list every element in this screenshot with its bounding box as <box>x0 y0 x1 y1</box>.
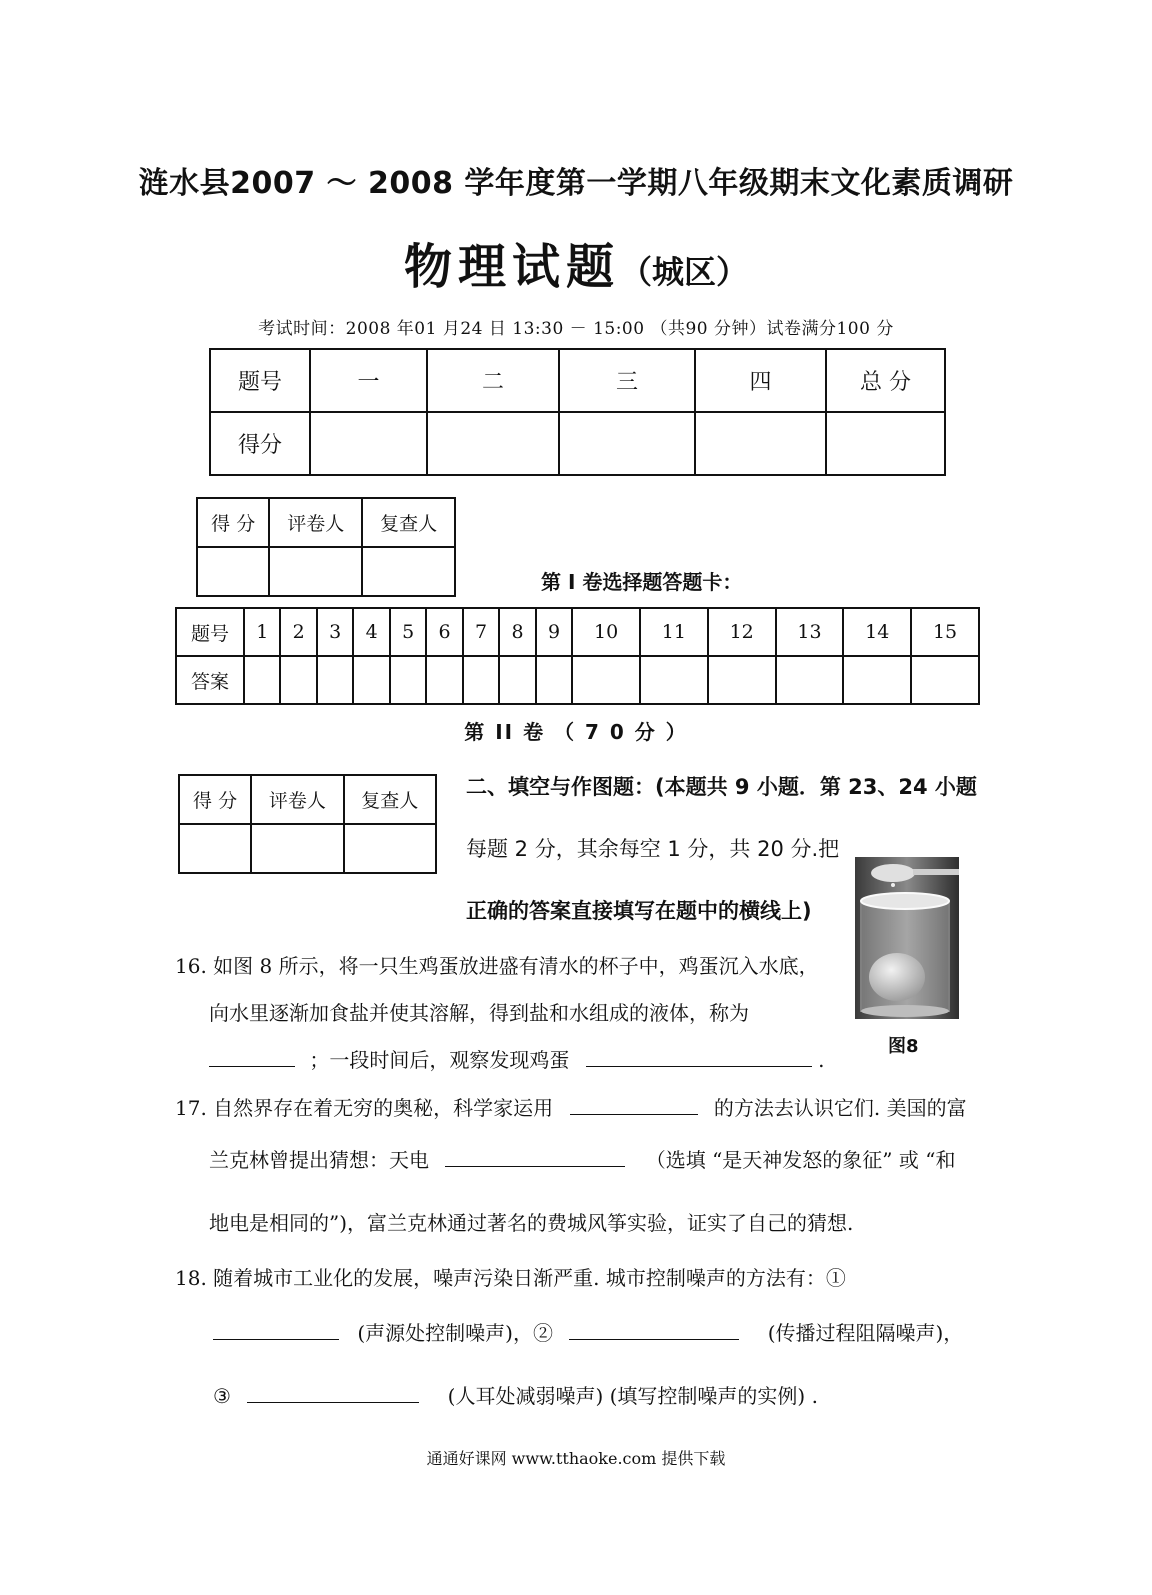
section2-line1: 二、填空与作图题：(本题共 9 小题．第 23、24 小题 <box>466 775 977 799</box>
section2-line2: 每题 2 分，其余每空 1 分，共 20 分.把 <box>466 837 840 861</box>
score-row-label: 得分 <box>210 412 310 475</box>
answer-cell[interactable] <box>463 656 499 704</box>
q18-blank-1[interactable] <box>213 1338 339 1340</box>
q17-blank-2[interactable] <box>445 1165 625 1167</box>
answer-cell[interactable] <box>317 656 353 704</box>
question-number: 10 <box>572 608 640 656</box>
score-header-cell: 总 分 <box>826 349 945 412</box>
question-number: 11 <box>640 608 708 656</box>
grader-header-marker: 评卷人 <box>251 775 343 824</box>
q16-line3-text: ；一段时间后，观察发现鸡蛋 <box>309 1048 570 1072</box>
grader-table-part2 <box>178 774 437 874</box>
answer-cell[interactable] <box>244 656 280 704</box>
question-number: 1 <box>244 608 280 656</box>
answer-cell[interactable] <box>390 656 426 704</box>
question-number: 5 <box>390 608 426 656</box>
q18-line1: 18. 随着城市工业化的发展，噪声污染日渐严重. 城市控制噪声的方法有：① <box>175 1266 846 1290</box>
q16-blank-1[interactable] <box>209 1065 295 1067</box>
score-input-cell[interactable] <box>559 412 695 475</box>
subject-suffix: （城区） <box>620 253 749 291</box>
answer-cell[interactable] <box>280 656 316 704</box>
egg-icon <box>869 953 925 1001</box>
q18-line2-text-b: (传播过程阻隔噪声)， <box>767 1321 964 1345</box>
q16-line3-end: . <box>818 1048 825 1072</box>
answer-card-number-label: 题号 <box>176 608 244 656</box>
q17-line2-text: 兰克林曾提出猜想：天电 <box>209 1148 429 1172</box>
score-header-cell: 三 <box>559 349 695 412</box>
q18-line3 <box>213 1380 818 1409</box>
answer-cell[interactable] <box>776 656 844 704</box>
question-number: 14 <box>843 608 911 656</box>
grader-input-cell[interactable] <box>344 824 436 873</box>
q17-line2 <box>209 1144 955 1173</box>
answer-card-answer-label: 答案 <box>176 656 244 704</box>
grader-input-cell[interactable] <box>362 547 455 596</box>
q17-line1 <box>175 1092 967 1121</box>
question-number: 8 <box>499 608 535 656</box>
question-number: 2 <box>280 608 316 656</box>
question-number: 15 <box>911 608 979 656</box>
footer-source: 通通好课网 www.tthaoke.com 提供下载 <box>426 1449 726 1468</box>
question-number: 3 <box>317 608 353 656</box>
answer-cell[interactable] <box>426 656 462 704</box>
grader-header-checker: 复查人 <box>362 498 455 547</box>
grader-input-cell[interactable] <box>179 824 251 873</box>
q16-line2: 向水里逐渐加食盐并使其溶解，得到盐和水组成的液体，称为 <box>209 1001 749 1025</box>
q17-line1-text-b: 的方法去认识它们. 美国的富 <box>713 1096 967 1120</box>
question-number: 12 <box>708 608 776 656</box>
question-number: 6 <box>426 608 462 656</box>
answer-cell[interactable] <box>499 656 535 704</box>
score-input-cell[interactable] <box>310 412 427 475</box>
q17-line3: 地电是相同的”)，富兰克林通过著名的费城风筝实验，证实了自己的猜想. <box>209 1211 854 1235</box>
q16-line1: 16. 如图 8 所示，将一只生鸡蛋放进盛有清水的杯子中，鸡蛋沉入水底， <box>175 954 819 978</box>
score-input-cell[interactable] <box>427 412 559 475</box>
q17-blank-1[interactable] <box>570 1113 698 1115</box>
answer-cell[interactable] <box>708 656 776 704</box>
score-header-cell: 题号 <box>210 349 310 412</box>
grader-table-part1 <box>196 497 456 597</box>
exam-title: 涟水县2007 ～ 2008 学年度第一学期八年级期末文化素质调研 <box>138 166 1014 201</box>
score-header-cell: 二 <box>427 349 559 412</box>
answer-cell[interactable] <box>843 656 911 704</box>
score-header-cell: 一 <box>310 349 427 412</box>
q18-line3-text: (人耳处减弱噪声) (填写控制噪声的实例) . <box>447 1384 818 1408</box>
score-table-score-row <box>210 412 945 475</box>
score-input-cell[interactable] <box>695 412 826 475</box>
grader-header-score: 得 分 <box>179 775 251 824</box>
q18-blank-2[interactable] <box>569 1338 739 1340</box>
score-table <box>209 348 946 476</box>
score-table-header-row <box>210 349 945 412</box>
spoon-icon <box>871 864 915 882</box>
answer-cell[interactable] <box>572 656 640 704</box>
grader-header-checker: 复查人 <box>344 775 436 824</box>
answer-card-number-row <box>176 608 979 656</box>
grader-header-marker: 评卷人 <box>269 498 362 547</box>
answer-card-title: 第 I 卷选择题答题卡： <box>541 570 743 594</box>
score-input-cell[interactable] <box>826 412 945 475</box>
q18-line2-text: (声源处控制噪声)，② <box>357 1321 553 1345</box>
question-number: 13 <box>776 608 844 656</box>
q16-line3 <box>209 1044 824 1073</box>
question-number: 9 <box>536 608 572 656</box>
answer-cell[interactable] <box>911 656 979 704</box>
exam-info: 考试时间：2008 年01 月24 日 13:30 － 15:00 （共90 分钟）试卷满分100 分 <box>258 319 894 339</box>
grader-input-cell[interactable] <box>269 547 362 596</box>
grader-header-score: 得 分 <box>197 498 269 547</box>
answer-cell[interactable] <box>536 656 572 704</box>
q17-line2-text-b: （选填 “是天神发怒的象征” 或 “和 <box>645 1148 956 1172</box>
subject-heading <box>0 228 1152 297</box>
q16-blank-2[interactable] <box>586 1065 812 1067</box>
subject-title: 物理试题 <box>403 239 620 295</box>
grader-input-cell[interactable] <box>251 824 343 873</box>
answer-cell[interactable] <box>353 656 389 704</box>
q18-blank-3[interactable] <box>247 1401 419 1403</box>
score-header-cell: 四 <box>695 349 826 412</box>
q17-line1-text: 17. 自然界存在着无穷的奥秘，科学家运用 <box>175 1096 554 1120</box>
question-number: 7 <box>463 608 499 656</box>
grader-input-cell[interactable] <box>197 547 269 596</box>
q18-line2 <box>213 1317 963 1346</box>
answer-card-answer-row <box>176 656 979 704</box>
part2-title: 第 II 卷 （ 7 0 分 ） <box>464 720 688 744</box>
answer-cell[interactable] <box>640 656 708 704</box>
egg-in-glass-figure <box>855 857 959 1019</box>
section2-line3: 正确的答案直接填写在题中的横线上) <box>466 899 812 923</box>
figure-caption: 图8 <box>888 1036 919 1057</box>
question-number: 4 <box>353 608 389 656</box>
answer-card-table <box>175 607 980 705</box>
q18-line3-marker: ③ <box>213 1384 231 1408</box>
